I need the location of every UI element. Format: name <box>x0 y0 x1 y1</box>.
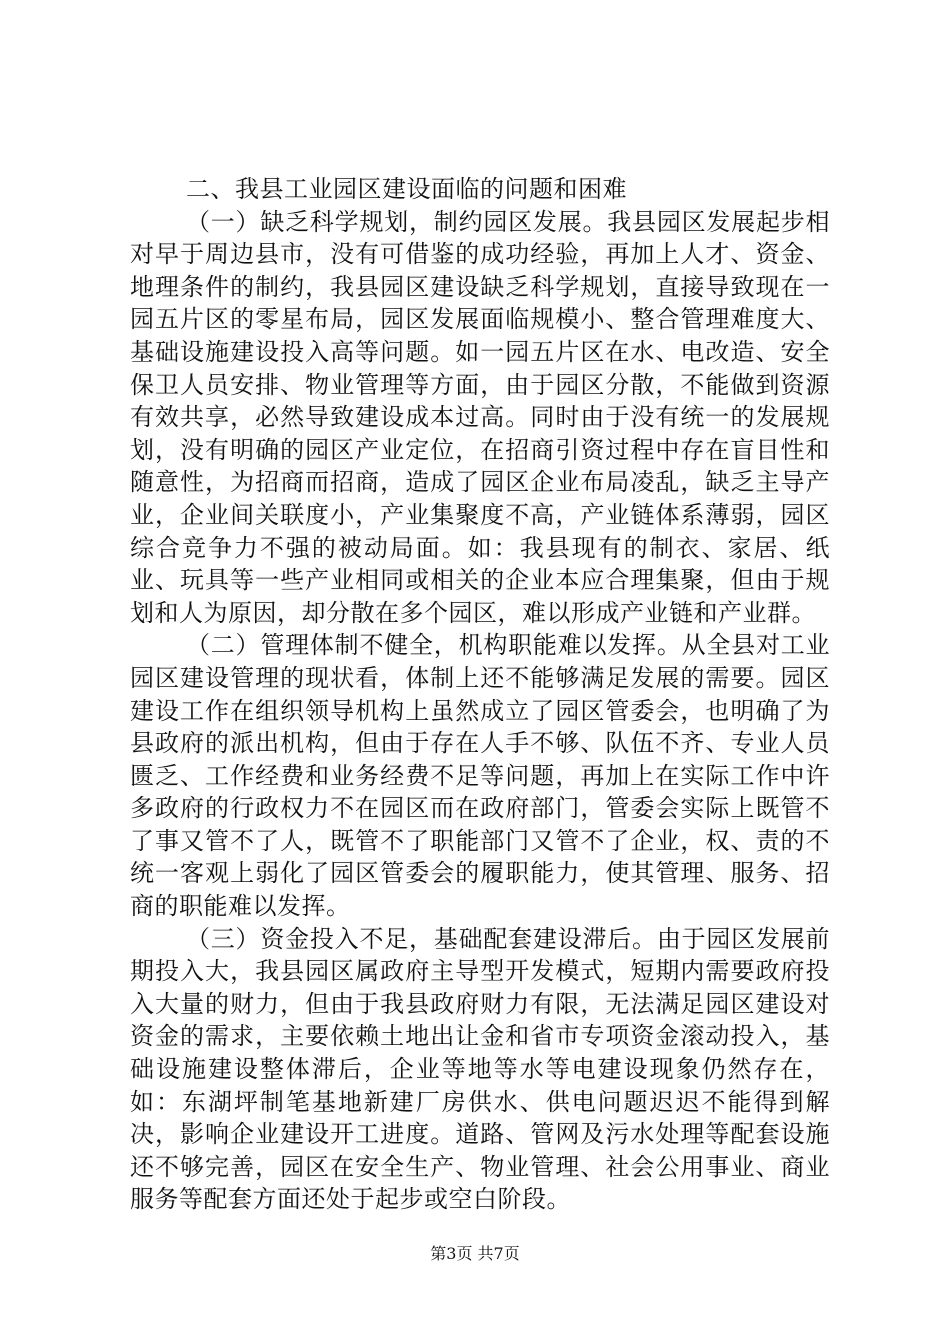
paragraph-funding: （三）资金投入不足，基础配套建设滞后。由于园区发展前期投入大，我县园区属政府主导型开发模式，短期内需要政府投入大量的财力，但由于我县政府财力有限，无法满足园区建设对资金的需求，主要依赖土地出让金和省市专项资金滚动投入，基础设施建设整体滞后，企业等地等水等电建设现象仍然存在，如：东湖坪制笔基地新建厂房供水、供电问题迟迟不能得到解决，影响企业建设开工进度。道路、管网及污水处理等配套设施还不够完善，园区在安全生产、物业管理、社会公用事业、商业服务等配套方面还处于起步或空白阶段。 <box>130 924 830 1214</box>
paragraph-planning: （一）缺乏科学规划，制约园区发展。我县园区发展起步相对早于周边县市，没有可借鉴的成功经验，再加上人才、资金、地理条件的制约，我县园区建设缺乏科学规划，直接导致现在一园五片区的零星布局，园区发展面临规模小、整合管理难度大、基础设施建设投入高等问题。如一园五片区在水、电改造、安全保卫人员安排、物业管理等方面，由于园区分散，不能做到资源有效共享，必然导致建设成本过高。同时由于没有统一的发展规划，没有明确的园区产业定位，在招商引资过程中存在盲目性和随意性，为招商而招商，造成了园区企业布局凌乱，缺乏主导产业，企业间关联度小，产业集聚度不高，产业链体系薄弱，园区综合竞争力不强的被动局面。如：我县现有的制衣、家居、纸业、玩具等一些产业相同或相关的企业本应合理集聚，但由于规划和人为原因，却分散在多个园区，难以形成产业链和产业群。 <box>130 207 830 627</box>
page-footer: 第3页 共7页 <box>430 1244 520 1263</box>
document-body <box>130 173 830 1216</box>
paragraph-management: （二）管理体制不健全，机构职能难以发挥。从全县对工业园区建设管理的现状看，体制上还不能够满足发展的需要。园区建设工作在组织领导机构上虽然成立了园区管委会，也明确了为县政府的派出机构，但由于存在人手不够、队伍不齐、专业人员匮乏、工作经费和业务经费不足等问题，再加上在实际工作中许多政府的行政权力不在园区而在政府部门，管委会实际上既管不了事又管不了人，既管不了职能部门又管不了企业，权、责的不统一客观上弱化了园区管委会的履职能力，使其管理、服务、招商的职能难以发挥。 <box>130 631 830 921</box>
section-heading: 二、我县工业园区建设面临的问题和困难 <box>186 175 627 203</box>
